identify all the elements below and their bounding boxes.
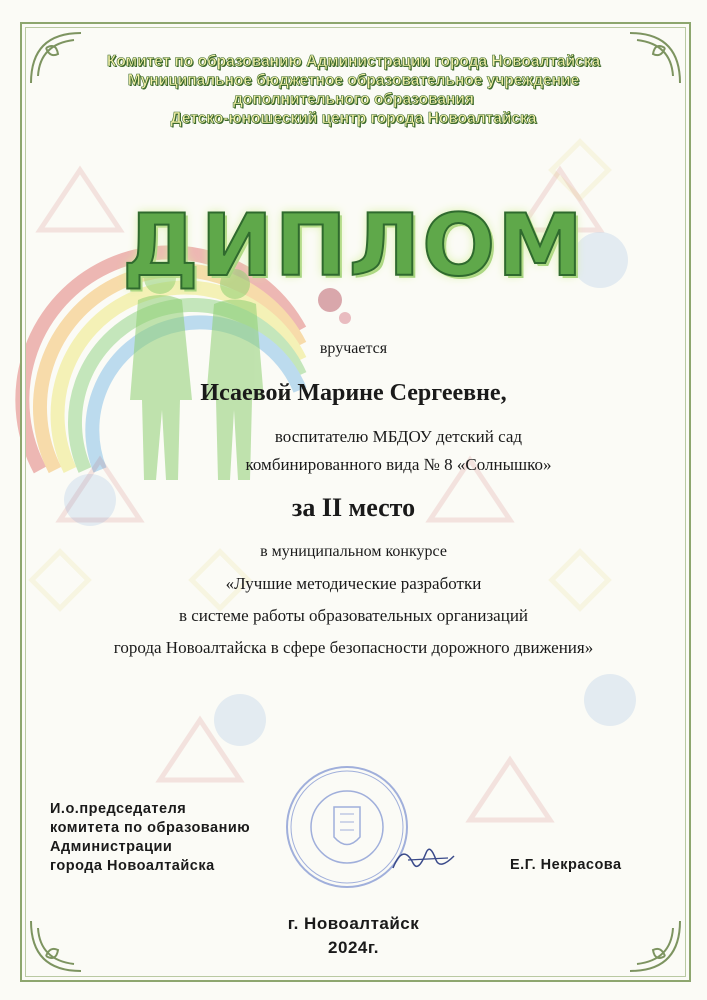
contest-line-2: «Лучшие методические разработки [225, 574, 482, 593]
header-line-3: дополнительного образования [233, 91, 474, 108]
footer-city: г. Новоалтайск [287, 914, 420, 933]
signatory-title [50, 800, 250, 876]
signatory-line-3: Администрации [50, 839, 173, 855]
organization-header [0, 52, 707, 128]
signatory-line-4: города Новоалтайска [50, 858, 215, 874]
signature-icon [388, 838, 458, 878]
header-line-1: Комитет по образованию Администрации города Новоалтайска [106, 53, 601, 70]
signatory-line-1: И.о.председателя [50, 801, 187, 817]
diploma-title: ДИПЛОМ [122, 196, 585, 296]
place-text: за II место [291, 493, 416, 522]
signatory-name: Е.Г. Некрасова [510, 857, 622, 873]
position-line-2: комбинированного вида № 8 «Солнышко» [245, 455, 552, 474]
contest-line-1: в муниципальном конкурсе [260, 543, 447, 560]
recipient-name: Исаевой Марине Сергеевне, [200, 380, 507, 406]
footer-year: 2024г. [328, 938, 379, 957]
contest-line-4: города Новоалтайска в сфере безопасности дорожного движения» [113, 638, 594, 657]
header-line-2: Муниципальное бюджетное образовательное учреждение [127, 72, 580, 89]
footer [0, 912, 707, 960]
signatory-line-2: комитета по образованию [50, 820, 251, 836]
header-line-4: Детско-юношеский центр города Новоалтайска [170, 110, 537, 127]
contest-line-3: в системе работы образовательных организаций [178, 606, 529, 625]
position-line-1: воспитателю МБДОУ детский сад [274, 427, 523, 446]
awarded-text: вручается [319, 340, 388, 357]
